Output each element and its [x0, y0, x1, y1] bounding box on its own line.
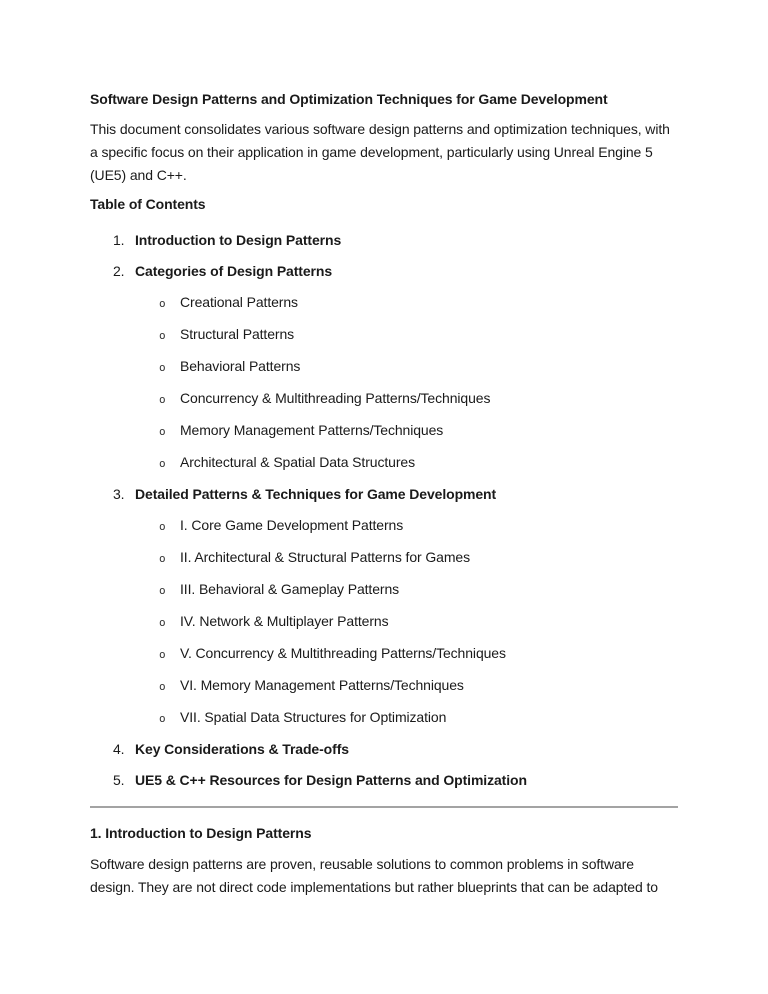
toc-subitem	[90, 291, 678, 315]
toc-subitem	[90, 610, 678, 634]
toc-item-2	[90, 260, 678, 283]
circle-bullet-icon: o	[159, 393, 166, 406]
toc-item-label: Key Considerations & Trade-offs	[135, 741, 349, 757]
circle-bullet-icon: o	[159, 520, 166, 533]
toc-item-1	[90, 229, 678, 252]
toc-subitem-label: Memory Management Patterns/Techniques	[180, 422, 444, 438]
toc-subitem	[90, 546, 678, 570]
circle-bullet-icon: o	[159, 457, 166, 470]
toc-subitem-label: V. Concurrency & Multithreading Patterns/Techniques	[180, 645, 506, 661]
toc-subitem	[90, 642, 678, 666]
toc-subitem	[90, 674, 678, 698]
toc-subitem	[90, 451, 678, 475]
toc-item-label: Introduction to Design Patterns	[135, 232, 342, 248]
circle-bullet-icon: o	[159, 425, 166, 438]
toc-subitem	[90, 419, 678, 443]
toc-subitem-label: Creational Patterns	[180, 294, 298, 310]
circle-bullet-icon: o	[159, 361, 166, 374]
toc-item-label: Categories of Design Patterns	[135, 263, 333, 279]
circle-bullet-icon: o	[159, 584, 166, 597]
toc-subitem-label: Behavioral Patterns	[180, 358, 301, 374]
intro-paragraph: This document consolidates various software design patterns and optimization techniques, with a specific focus on their application in game development, particularly using Unreal Engine 5 (UE5) and C++.	[90, 121, 670, 183]
circle-bullet-icon: o	[159, 552, 166, 565]
toc-subitem	[90, 387, 678, 411]
section1-heading: 1. Introduction to Design Patterns	[90, 825, 312, 841]
toc-subitem	[90, 706, 678, 730]
toc-list	[90, 229, 678, 792]
toc-subitem-label: Concurrency & Multithreading Patterns/Techniques	[180, 390, 491, 406]
circle-bullet-icon: o	[159, 297, 166, 310]
toc-subitem	[90, 323, 678, 347]
toc-item-label: Detailed Patterns & Techniques for Game Development	[135, 486, 497, 502]
toc-item-number: 1.	[113, 232, 125, 248]
toc-item-number: 2.	[113, 263, 125, 279]
circle-bullet-icon: o	[159, 680, 166, 693]
toc-item-5	[90, 769, 678, 792]
document-title: Software Design Patterns and Optimization Techniques for Game Development	[90, 91, 608, 107]
circle-bullet-icon: o	[159, 616, 166, 629]
circle-bullet-icon: o	[159, 648, 166, 661]
toc-subitem	[90, 355, 678, 379]
toc-item-4	[90, 738, 678, 761]
toc-item-number: 3.	[113, 486, 125, 502]
toc-subitem-label: I. Core Game Development Patterns	[180, 517, 404, 533]
toc-subitem-label: VII. Spatial Data Structures for Optimization	[180, 709, 447, 725]
section1-paragraph: Software design patterns are proven, reusable solutions to common problems in software design. They are not direct code implementations but rather blueprints that can be adapted to	[90, 856, 658, 895]
toc-item-number: 5.	[113, 772, 125, 788]
toc-subitem	[90, 514, 678, 538]
toc-subitem-label: VI. Memory Management Patterns/Techniques	[180, 677, 464, 693]
circle-bullet-icon: o	[159, 329, 166, 342]
section-divider	[90, 806, 678, 808]
toc-subitem	[90, 578, 678, 602]
toc-item-label: UE5 & C++ Resources for Design Patterns and Optimization	[135, 772, 527, 788]
toc-subitem-label: III. Behavioral & Gameplay Patterns	[180, 581, 400, 597]
circle-bullet-icon: o	[159, 712, 166, 725]
toc-subitem-label: IV. Network & Multiplayer Patterns	[180, 613, 389, 629]
toc-item-number: 4.	[113, 741, 125, 757]
toc-subitem-label: Structural Patterns	[180, 326, 295, 342]
toc-item-3	[90, 483, 678, 506]
toc-subitem-label: Architectural & Spatial Data Structures	[180, 454, 415, 470]
toc-heading: Table of Contents	[90, 196, 206, 212]
toc-subitem-label: II. Architectural & Structural Patterns for Games	[180, 549, 470, 565]
